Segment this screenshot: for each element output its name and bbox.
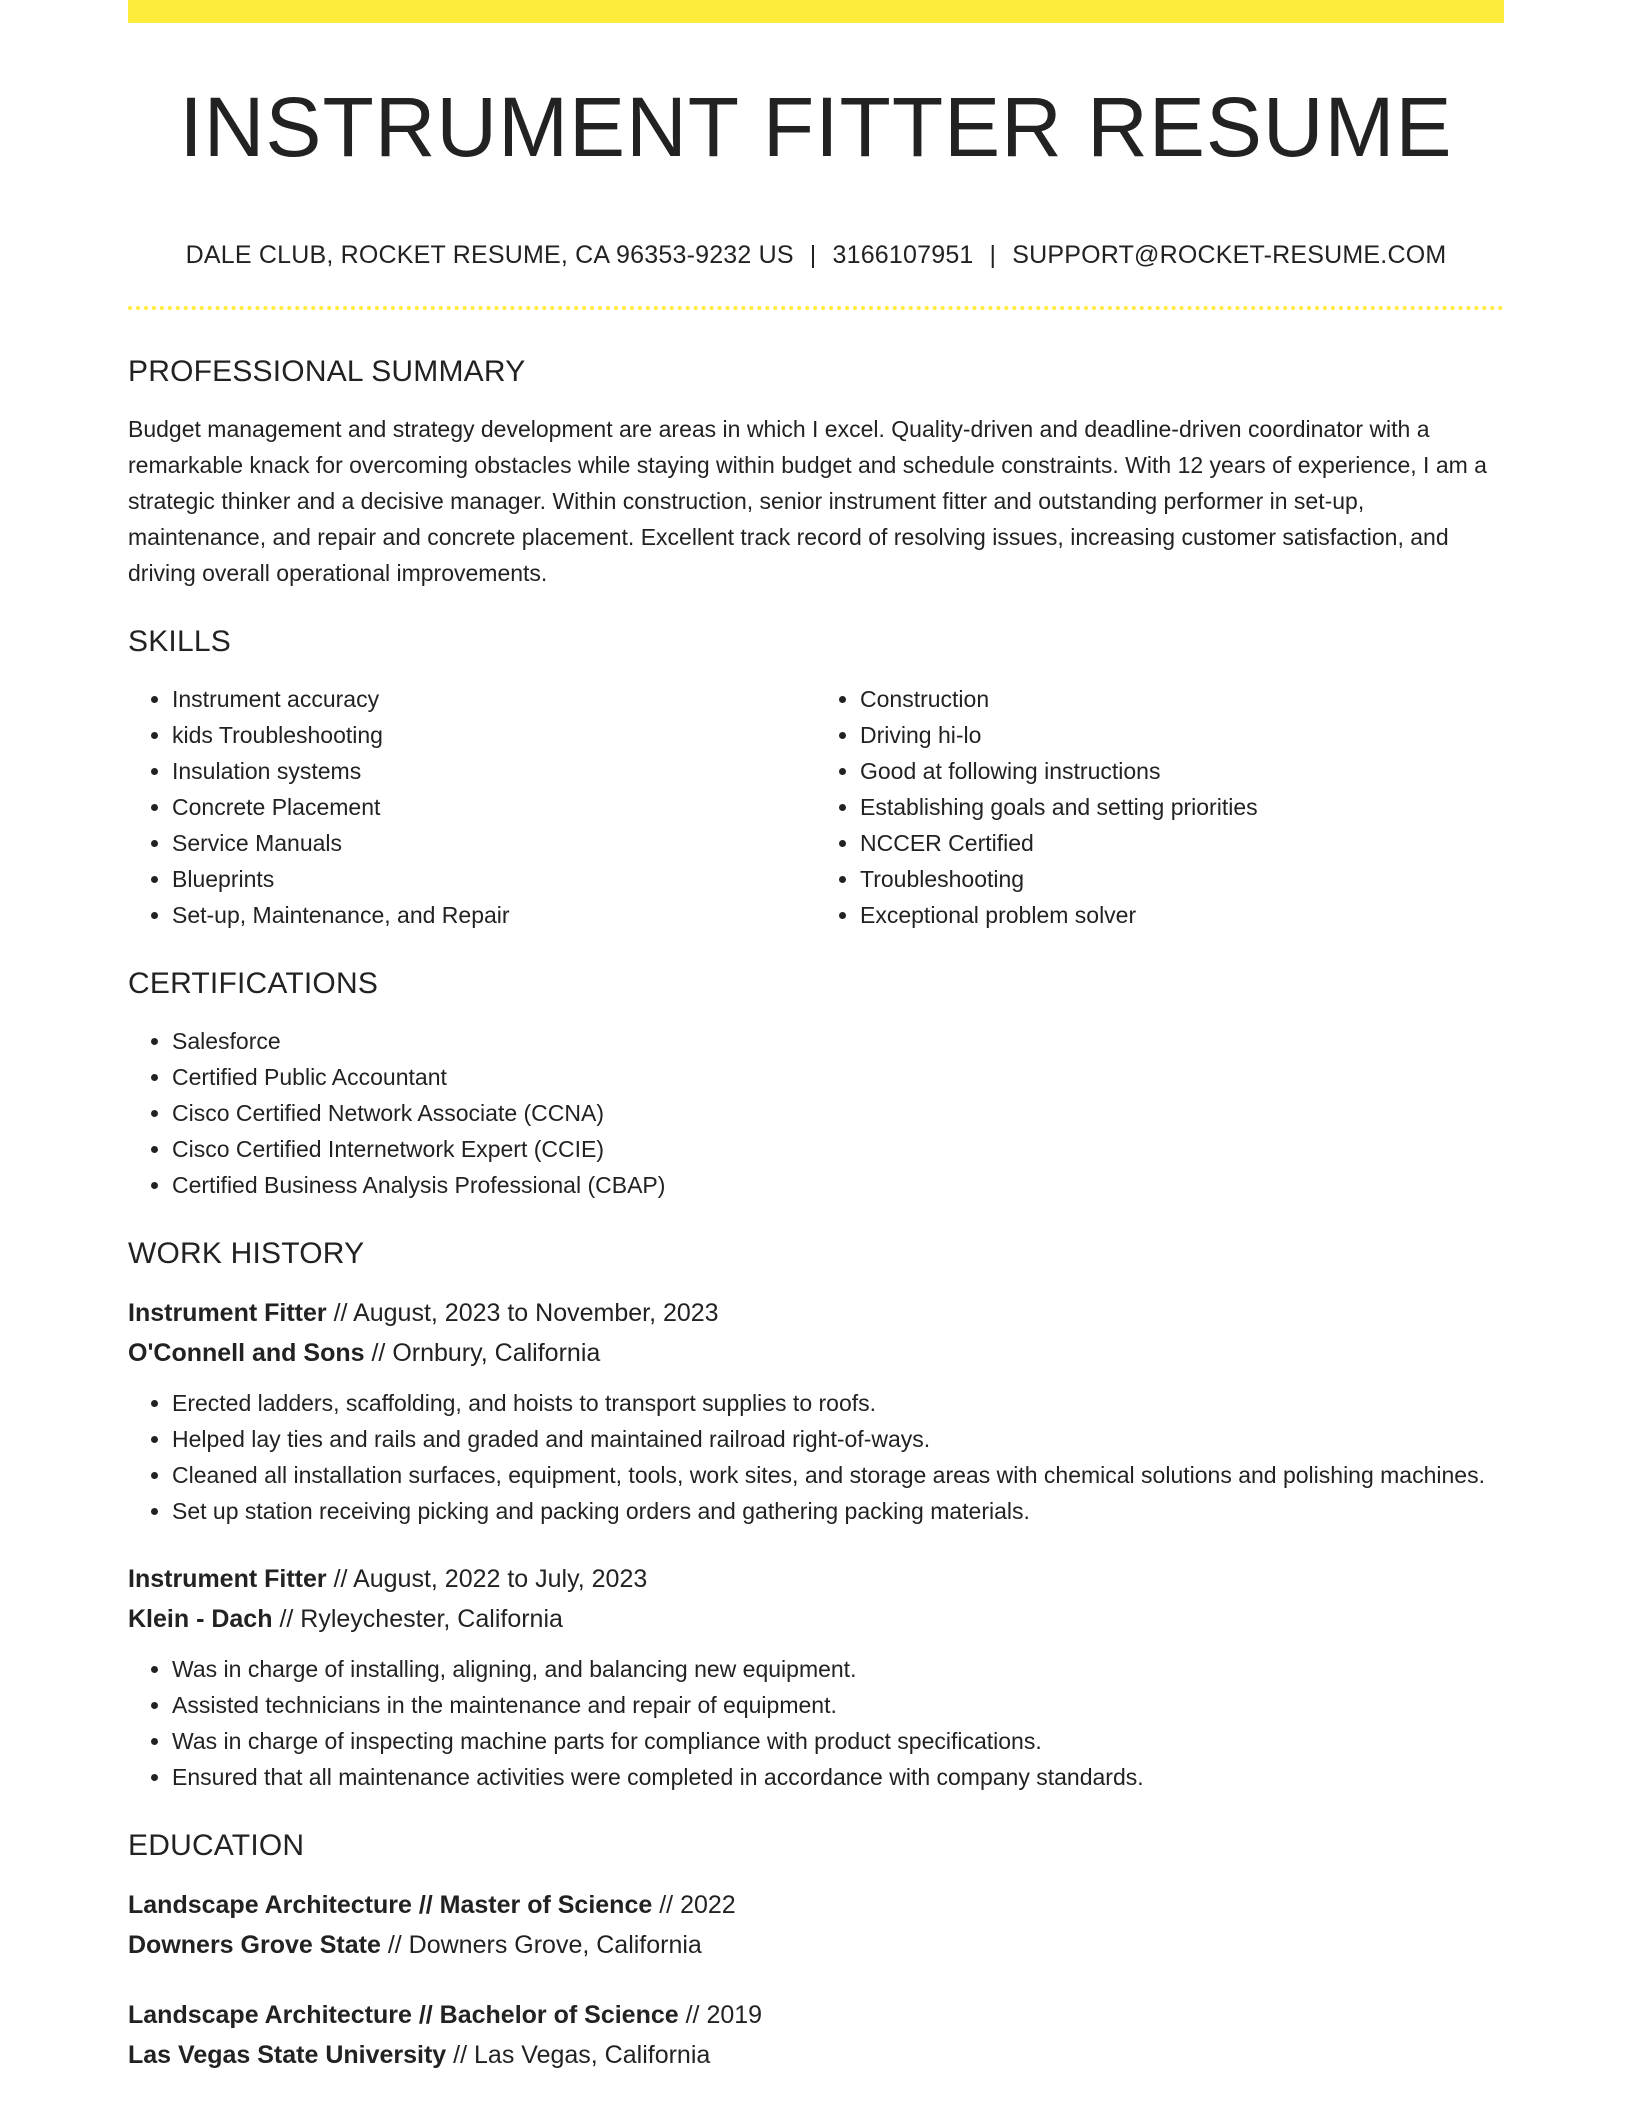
education-heading: EDUCATION (128, 1829, 305, 1862)
certifications-heading: CERTIFICATIONS (128, 967, 379, 1000)
job-duty: • Helped lay ties and rails and graded and maintained railroad right-of-ways. (172, 1421, 1504, 1457)
job-duties-list (128, 1651, 1504, 1795)
job-separator: // (333, 1299, 348, 1327)
skills-grid (128, 681, 1504, 933)
job-duty: • Set up station receiving picking and packing orders and gathering packing materials. (172, 1493, 1504, 1529)
job-title-line (128, 1559, 1504, 1599)
skills-list-right (816, 681, 1504, 933)
job-location: Ryleychester, California (300, 1605, 563, 1633)
education-degree: Landscape Architecture // Master of Science (128, 1891, 653, 1919)
skill-item: • kids Troubleshooting (172, 717, 816, 753)
job-entry (128, 1559, 1504, 1795)
education-school-line (128, 2035, 1504, 2075)
education-separator: // (685, 2001, 700, 2029)
job-duty: • Assisted technicians in the maintenance and repair of equipment. (172, 1687, 1504, 1723)
certification-item: • Cisco Certified Internetwork Expert (CCIE) (172, 1131, 1504, 1167)
education-school: Downers Grove State (128, 1931, 381, 1959)
job-separator: // (371, 1339, 386, 1367)
skill-item: • Blueprints (172, 861, 816, 897)
contact-email: SUPPORT@ROCKET-RESUME.COM (1012, 241, 1447, 269)
job-location: Ornbury, California (392, 1339, 601, 1367)
job-duty: • Cleaned all installation surfaces, equipment, tools, work sites, and storage areas with chemical solutions and polishing machines. (172, 1457, 1504, 1493)
skill-item: • NCCER Certified (860, 825, 1504, 861)
contact-separator: | (989, 241, 997, 269)
dotted-divider (128, 306, 1504, 310)
certifications-list (128, 1023, 1504, 1203)
summary-text: Budget management and strategy development are areas in which I excel. Quality-driven and deadline-driven coordinator with a remarkable knack for overcoming obstacles while staying within budget and schedule constraints. With 12 years of experience, I am a strategic thinker and a decisive manager. Within construction, senior instrument fitter and outstanding performer in set-up, maintenance, and repair and concrete placement. Excellent track record of resolving issues, increasing customer satisfaction, and driving overall operational improvements. (128, 416, 1487, 586)
skill-item: • Driving hi-lo (860, 717, 1504, 753)
education-separator: // (659, 1891, 674, 1919)
skill-item: • Good at following instructions (860, 753, 1504, 789)
skill-item: • Concrete Placement (172, 789, 816, 825)
certification-item: • Salesforce (172, 1023, 1504, 1059)
job-duties-list (128, 1385, 1504, 1529)
page-title: INSTRUMENT FITTER RESUME (179, 80, 1453, 174)
skill-item: • Exceptional problem solver (860, 897, 1504, 933)
skill-item: • Set-up, Maintenance, and Repair (172, 897, 816, 933)
skill-item: • Establishing goals and setting priorities (860, 789, 1504, 825)
contact-address: DALE CLUB, ROCKET RESUME, CA 96353-9232 US (185, 241, 794, 269)
education-entry (128, 1995, 1504, 2075)
skills-heading: SKILLS (128, 625, 231, 658)
education-school-line (128, 1925, 1504, 1965)
education-degree-line (128, 1995, 1504, 2035)
job-duty: • Ensured that all maintenance activities were completed in accordance with company standards. (172, 1759, 1504, 1795)
certification-item: • Certified Public Accountant (172, 1059, 1504, 1095)
education-separator: // (387, 1931, 402, 1959)
skill-item: • Service Manuals (172, 825, 816, 861)
contact-line (128, 241, 1504, 270)
job-title: Instrument Fitter (128, 1565, 327, 1593)
skills-list-left (128, 681, 816, 933)
job-company: O'Connell and Sons (128, 1339, 365, 1367)
certification-item: • Cisco Certified Network Associate (CCNA) (172, 1095, 1504, 1131)
skill-item: • Troubleshooting (860, 861, 1504, 897)
job-title: Instrument Fitter (128, 1299, 327, 1327)
skill-item: • Instrument accuracy (172, 681, 816, 717)
job-title-line (128, 1293, 1504, 1333)
job-dates: August, 2023 to November, 2023 (353, 1299, 719, 1327)
skill-item: • Insulation systems (172, 753, 816, 789)
contact-separator: | (809, 241, 817, 269)
job-company: Klein - Dach (128, 1605, 273, 1633)
summary-heading: PROFESSIONAL SUMMARY (128, 355, 526, 388)
job-separator: // (279, 1605, 294, 1633)
education-separator: // (453, 2041, 468, 2069)
job-duty: • Erected ladders, scaffolding, and hoists to transport supplies to roofs. (172, 1385, 1504, 1421)
job-dates: August, 2022 to July, 2023 (353, 1565, 648, 1593)
education-degree-line (128, 1885, 1504, 1925)
job-separator: // (333, 1565, 348, 1593)
skill-item: • Construction (860, 681, 1504, 717)
education-location: Downers Grove, California (408, 1931, 702, 1959)
contact-phone: 3166107951 (832, 241, 974, 269)
education-location: Las Vegas, California (474, 2041, 711, 2069)
job-company-line (128, 1333, 1504, 1373)
resume-page (128, 0, 1504, 2075)
education-year: 2019 (706, 2001, 763, 2029)
work-history-heading: WORK HISTORY (128, 1237, 365, 1270)
accent-top-bar (128, 0, 1504, 23)
education-entry (128, 1885, 1504, 1965)
job-duty: • Was in charge of inspecting machine parts for compliance with product specifications. (172, 1723, 1504, 1759)
job-duty: • Was in charge of installing, aligning, and balancing new equipment. (172, 1651, 1504, 1687)
job-entry (128, 1293, 1504, 1529)
education-year: 2022 (680, 1891, 736, 1919)
education-school: Las Vegas State University (128, 2041, 447, 2069)
certification-item: • Certified Business Analysis Professional (CBAP) (172, 1167, 1504, 1203)
education-degree: Landscape Architecture // Bachelor of Science (128, 2001, 679, 2029)
job-company-line (128, 1599, 1504, 1639)
